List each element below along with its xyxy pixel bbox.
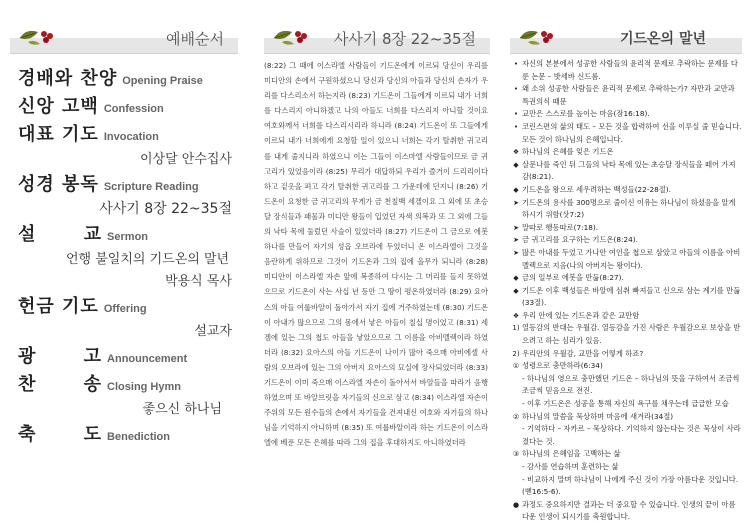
note-bullet: ◆ xyxy=(513,185,519,194)
order-item-praise xyxy=(18,64,238,92)
note-line xyxy=(510,423,742,448)
worship-order-list xyxy=(18,64,238,448)
note-line xyxy=(510,474,742,499)
note-text: 많은 아내를 두었고 가나안 여인을 첩으로 삼았고 아들의 이름을 아비멜렉으로 지음(나의 아버지는 왕이다). xyxy=(522,247,741,270)
order-label: 신앙 고백 xyxy=(18,96,99,117)
note-bullet: ❖ xyxy=(512,311,520,320)
scripture-title: 사사기 8장 22~35절 xyxy=(333,30,476,48)
note-bullet xyxy=(510,398,522,411)
note-bullet: • xyxy=(513,122,519,131)
note-text: 기드온 이후 백성들은 바알에 심취 빠져들고 신으로 삼는 계기를 만듦(33절). xyxy=(522,285,741,308)
order-label-en: Closing Hymn xyxy=(107,381,181,393)
order-label-en: Sermon xyxy=(107,231,149,243)
order-label: 찬 송 xyxy=(18,374,103,395)
order-label-en: Benediction xyxy=(107,431,170,443)
note-line xyxy=(510,499,742,524)
worship-order-header xyxy=(10,20,238,54)
note-line xyxy=(510,398,742,411)
order-item-hymn xyxy=(18,370,238,398)
order-label-en: Confession xyxy=(103,103,164,115)
note-text: 말따로 행동따로(7:18). xyxy=(522,222,599,232)
order-label: 헌금 기도 xyxy=(18,296,99,317)
note-text: 하나님의 은혜를 잊은 기드온 xyxy=(522,147,614,157)
note-bullet: • xyxy=(513,85,519,94)
note-line xyxy=(510,310,742,323)
note-line xyxy=(510,121,742,146)
note-bullet xyxy=(510,461,522,474)
leaf-berry-icon xyxy=(270,24,316,48)
note-text: 왜 소위 성공한 사람들은 윤리적 문제로 추락하는가? 자만과 교만과 특권의식 때문 xyxy=(522,84,735,106)
sermon-notes-title: 기드온의 말년 xyxy=(619,31,706,47)
note-bullet: • xyxy=(513,110,519,119)
note-line xyxy=(510,461,742,474)
note-text: 코린스편의 삶의 태도 – 모든 것을 합력하여 선을 이루실 줄 믿습니다. 모든 것이 하나님의 은혜입니다. xyxy=(522,121,742,144)
note-line xyxy=(510,234,742,247)
scripture-reference: 사사기 8장 22~35절 xyxy=(99,201,232,217)
note-text: 우리 안에 있는 기드온과 같은 교만함 xyxy=(522,310,640,320)
note-bullet: ② xyxy=(512,412,520,421)
note-bullet: ➤ xyxy=(513,248,519,257)
order-item-confession xyxy=(18,92,238,120)
note-text: - 비교하지 말며 하나님이 나에게 주신 것이 가장 아름다운 것입니다.(벧16:5-6). xyxy=(522,474,739,497)
order-label: 성경 봉독 xyxy=(18,174,99,195)
note-line xyxy=(510,222,742,235)
offering-prayer-leader: 설교자 xyxy=(194,324,232,339)
order-item-announcement xyxy=(18,342,238,370)
note-line xyxy=(510,197,742,222)
scripture-column xyxy=(258,0,496,530)
leaf-berry-icon xyxy=(16,24,62,48)
note-text: - 감사를 연습하며 훈련하는 삶 xyxy=(522,462,619,471)
sermon-notes-list xyxy=(510,58,742,524)
note-bullet: ① xyxy=(512,362,520,371)
order-label-en: Offering xyxy=(103,303,147,315)
order-label: 설 교 xyxy=(18,224,103,245)
note-line xyxy=(510,272,742,285)
sermon-notes-header xyxy=(510,20,742,54)
note-text: 하나님의 말씀을 묵상하며 마음에 새겨라(34절) xyxy=(522,411,674,421)
note-text: 성령으로 충만하라(6:34) xyxy=(522,361,603,371)
note-line xyxy=(510,448,742,461)
note-bullet: ➤ xyxy=(513,236,519,245)
order-label: 광 고 xyxy=(18,346,103,367)
note-line xyxy=(510,159,742,184)
note-line xyxy=(510,247,742,272)
worship-order-column xyxy=(0,0,248,530)
order-label-en: Announcement xyxy=(107,353,188,365)
sermon-title: 언행 불일치의 기드온의 말년 xyxy=(66,252,230,267)
note-bullet: 1) xyxy=(512,324,520,333)
order-item-offering xyxy=(18,292,238,320)
note-text: 자신의 본분에서 성공한 사람들의 윤리적 문제로 추락하는 문제를 다룬 논문 – 밧세바 신드롬. xyxy=(522,59,738,81)
preacher-name: 박용식 목사 xyxy=(165,274,232,289)
note-text: - 기억하다 – 자카르 – 묵상하다. 기억하지 않는다는 것은 묵상이 사라졌다는 것. xyxy=(522,424,741,446)
order-label: 축 도 xyxy=(18,424,103,445)
sermon-notes-column xyxy=(504,0,750,530)
note-text: 하나님의 은혜임을 고백하는 삶 xyxy=(522,449,621,459)
note-bullet: ◆ xyxy=(513,160,519,169)
note-bullet: 2) xyxy=(512,349,520,358)
note-bullet xyxy=(510,423,522,448)
note-text: 교만은 스스로를 높이는 마음(잠16:18). xyxy=(522,109,650,119)
order-item-scripture xyxy=(18,170,238,198)
note-text: 살문나를 죽인 뒤 그들의 낙타 목에 있는 초승달 장식들을 떼어 가져감(8:21). xyxy=(522,159,736,182)
order-label-en: Opening Praise xyxy=(122,75,203,87)
note-line xyxy=(510,108,742,121)
note-text: 열등감의 반대는 우월감. 열등감을 가진 사람은 우월감으로 보상을 받으려고 하는 심리가 있음. xyxy=(522,323,741,346)
note-text: 과정도 중요하지만 결과는 더 중요할 수 있습니다. 인생의 끝이 아름다운 인생이 되시기를 축원합니다. xyxy=(522,499,736,522)
leaf-berry-icon xyxy=(516,24,562,48)
note-line xyxy=(510,146,742,159)
note-text: 금의 일부로 에봇을 만듦(8:27). xyxy=(522,273,624,283)
note-line xyxy=(510,322,742,347)
note-text: 기드온을 왕으로 세우려하는 백성들(22-28절). xyxy=(522,184,671,194)
note-line xyxy=(510,411,742,424)
note-line xyxy=(510,348,742,361)
note-text: - 하나님의 영으로 충만했던 기드온 – 하나님의 뜻을 구하여서 조금씩 조금씩 믿음으로 전진. xyxy=(522,373,740,396)
note-bullet xyxy=(510,474,522,499)
note-bullet xyxy=(510,373,522,398)
order-label-en: Invocation xyxy=(103,131,159,143)
note-bullet: ➤ xyxy=(513,198,519,207)
scripture-text: (8:22) 그 때에 이스라엘 사람들이 기드온에게 이르되 당신이 우리를 미디안의 손에서 구원하셨으니 당신과 당신의 아들과 당신의 손자가 우리를 다스리소서 하는지라 (8:23) 기드온이 그들에게 이르되 내가 너희를 다스리지 아니하겠고 나의 아들도 너희를 다스리지 아니할 것이요 여호와께서 너희를 다스리시리라 하니라 (8:24) 기드온이 또 그들에게 이르되 내가 너희에게 요청할 일이 있으니 너희는 각기 탈취한 귀고리를 내게 줄지니라 하였으니 이는 그들이 이스마엘 사람들이므로 금 귀고리가 있었음이라 (8:25) 무리가 대답하되 우리가 즐거이 드리리이다 하고 겉옷을 펴고 각기 탈취한 귀고리를 그 가운데에 던지니 (8:26) 기드온이 요청한 금 귀고리의 무게가 금 천칠백 세겔이요 그 외에 또 초승달 장식들과 패물과 미디안 왕들이 입었던 자색 의복과 또 그 외에 그들의 낙타 목에 둘렀던 사슬이 있었더라 (8:27) 기드온이 그 금으로 에봇 하나를 만들어 자기의 성읍 오브라에 두었더니 온 이스라엘이 그것을 음란하게 위하므로 그것이 기드온과 그의 집에 올무가 되니라 (8:28) 미디안이 이스라엘 자손 앞에 복종하여 다시는 그 머리를 들지 못하였으므로 기드온이 사는 사십 년 동안 그 땅이 평온하였더라 (8:29) 요아스의 아들 여룹바알이 돌아가서 자기 집에 거주하였는데 (8:30) 기드온이 아내가 많으므로 그의 몸에서 낳은 아들이 칠십 명이었고 (8:31) 세겜에 있는 그의 첩도 아들을 낳았으므로 그 이름을 아비멜렉이라 하였더라 (8:32) 요아스의 아들 기드온이 나이가 많아 죽으매 아비에셀 사람의 오브라에 있는 그의 아버지 요아스의 묘실에 장사되었더라 (8:33) 기드온이 이미 죽으매 이스라엘 자손이 돌아서서 바알들을 따라가 음행하였으며 또 바알브릿을 자기들의 신으로 삼고 (8:34) 이스라엘 자손이 주위의 모든 원수들의 손에서 자기들을 건져내신 여호와 자기들의 하나님을 기억하지 아니하며 (8:35) 또 여룹바알이라 하는 기드온이 이스라엘에 베푼 모든 은혜를 따라 그의 집을 후대하지도 아니하였더라 xyxy=(264,61,488,448)
order-label-en: Scripture Reading xyxy=(103,181,199,193)
note-bullet: ● xyxy=(512,500,520,509)
invocation-leader: 이상달 안수집사 xyxy=(139,152,232,167)
order-label: 대표 기도 xyxy=(18,124,99,145)
order-item-sermon xyxy=(18,220,238,248)
note-line xyxy=(510,58,742,83)
note-bullet: ➤ xyxy=(513,223,519,232)
note-text: 금 귀고리를 요구하는 기드온(8:24). xyxy=(522,235,638,245)
note-bullet: • xyxy=(513,60,519,68)
note-line xyxy=(510,360,742,373)
order-item-invocation xyxy=(18,120,238,148)
note-bullet: ◆ xyxy=(513,274,519,283)
note-bullet: ③ xyxy=(512,450,520,459)
note-line xyxy=(510,184,742,197)
note-line xyxy=(510,285,742,310)
note-text: - 이후 기드온은 성공을 통해 자신의 욕구를 채우는데 급급한 모습 xyxy=(522,399,729,409)
note-line xyxy=(510,83,742,108)
note-line xyxy=(510,373,742,398)
order-label: 경배와 찬양 xyxy=(18,68,118,89)
order-item-benediction xyxy=(18,420,238,448)
note-text: 기드온의 용사를 300명으로 줄이신 이유는 하나님이 하셨음을 알게 하시기 위함(삿7:2) xyxy=(522,197,736,220)
scripture-header xyxy=(264,20,490,54)
worship-order-title: 예배순서 xyxy=(166,30,224,48)
closing-hymn-title: 좋으신 하나님 xyxy=(142,402,222,417)
note-text: 우리안의 우월감, 교만을 어떻게 하죠? xyxy=(522,348,644,358)
note-bullet: ❖ xyxy=(512,148,520,157)
note-bullet: ◆ xyxy=(513,286,519,295)
